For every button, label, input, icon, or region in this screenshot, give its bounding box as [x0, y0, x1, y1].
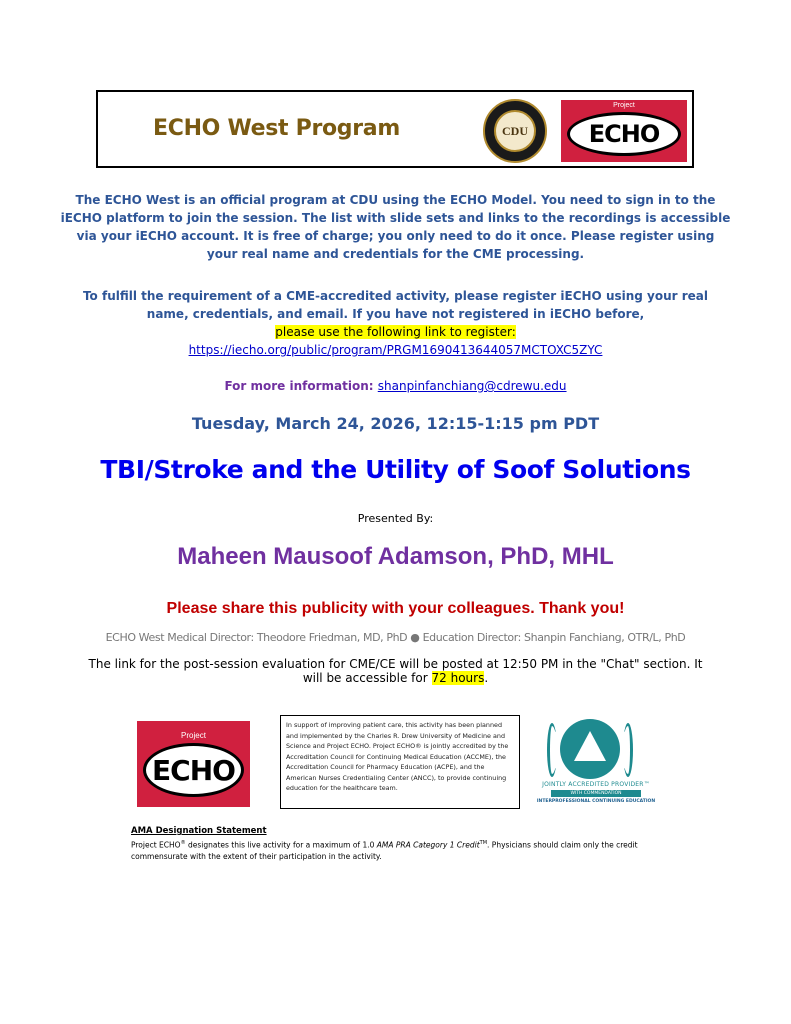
registration-highlight: please use the following link to register:	[275, 325, 516, 339]
evaluation-text: The link for the post-session evaluation for CME/CE will be posted at 12:50 PM in the "Chat" section. It will be accessible for	[88, 657, 703, 685]
presenter-name: Maheen Mausoof Adamson, PhD, MHL	[177, 543, 614, 570]
echo-logo-text: ECHO	[588, 120, 660, 148]
cdu-seal-logo	[483, 99, 547, 163]
more-info	[60, 377, 731, 395]
program-title: ECHO West Program	[153, 116, 400, 141]
cdu-logo-text: CDU	[502, 123, 528, 138]
ama-statement: Project ECHO® designates this live activity for a maximum of 1.0 AMA PRA Category 1 Credit™. Physicians should claim only the credit commensurate with the extent of their participation in the activity.	[131, 840, 638, 861]
more-info-label: For more information:	[224, 379, 374, 393]
project-echo-logo	[561, 100, 687, 162]
ama-credit: AMA PRA Category 1 Credit	[376, 840, 480, 850]
joint-commendation: WITH COMMENDATION	[551, 790, 641, 797]
joint-accreditation-badge	[533, 715, 659, 805]
joint-subtitle: INTERPROFESSIONAL CONTINUING EDUCATION	[536, 799, 656, 804]
contact-email-link[interactable]: shanpinfanchiang@cdrewu.edu	[377, 379, 567, 393]
registration-link[interactable]: https://iecho.org/public/program/PRGM1690413644057MCTOXC5ZYC	[188, 343, 603, 357]
evaluation-end: .	[484, 671, 489, 685]
ama-text-b: designates this live activity for a maximum of 1.0	[185, 840, 377, 850]
session-title: TBI/Stroke and the Utility of Soof Solutions	[100, 455, 691, 484]
footer-logo-project: Project	[181, 731, 206, 740]
echo-logo-project: Project	[613, 102, 635, 109]
laurel-left-icon	[547, 723, 557, 777]
accreditation-emblem-icon	[560, 719, 620, 779]
share-message: Please share this publicity with your colleagues. Thank you!	[166, 600, 625, 617]
support-statement: In support of improving patient care, this activity has been planned and implemented by the Charles R. Drew University of Medicine and Science and Project ECHO. Project ECHO® is jointly accredited by the Accreditation Council for Continuing Medical Education (ACCME), the Accreditation Council for Pharmacy Education (ACPE), and the American Nurses Credentialing Center (ANCC), to provide continuing education for the healthcare team.	[280, 715, 520, 809]
project-echo-footer-logo	[137, 721, 250, 807]
presented-by-label: Presented By:	[357, 512, 434, 525]
footer-logo-text: ECHO	[152, 753, 235, 787]
registration-text: To fulfill the requirement of a CME-accredited activity, please register iECHO using your real name, credentials, and email. If you have not registered in iECHO before,	[82, 289, 709, 321]
session-date: Tuesday, March 24, 2026, 12:15-1:15 pm PDT	[191, 414, 600, 433]
ama-text-a: Project ECHO	[131, 840, 181, 850]
ama-title: AMA Designation Statement	[131, 826, 267, 836]
intro-paragraph: The ECHO West is an official program at CDU using the ECHO Model. You need to sign in to the iECHO platform to join the session. The list with slide sets and links to the recordings is accessible via your iECHO account. It is free of charge; you only need to do it once. Please register using your real name and credentials for the CME processing.	[60, 193, 731, 261]
laurel-right-icon	[623, 723, 633, 777]
ama-text-c: . Physicians should claim only the credit commensurate with the extent of their participation in the activity.	[131, 840, 638, 861]
registration-block	[60, 287, 731, 359]
joint-title: JOINTLY ACCREDITED PROVIDER™	[542, 781, 650, 788]
evaluation-notice	[80, 657, 711, 685]
header-banner	[96, 90, 694, 168]
directors-line: ECHO West Medical Director: Theodore Friedman, MD, PhD ● Education Director: Shanpin Fanchiang, OTR/L, PhD	[105, 631, 686, 644]
evaluation-hours: 72 hours	[431, 671, 485, 685]
